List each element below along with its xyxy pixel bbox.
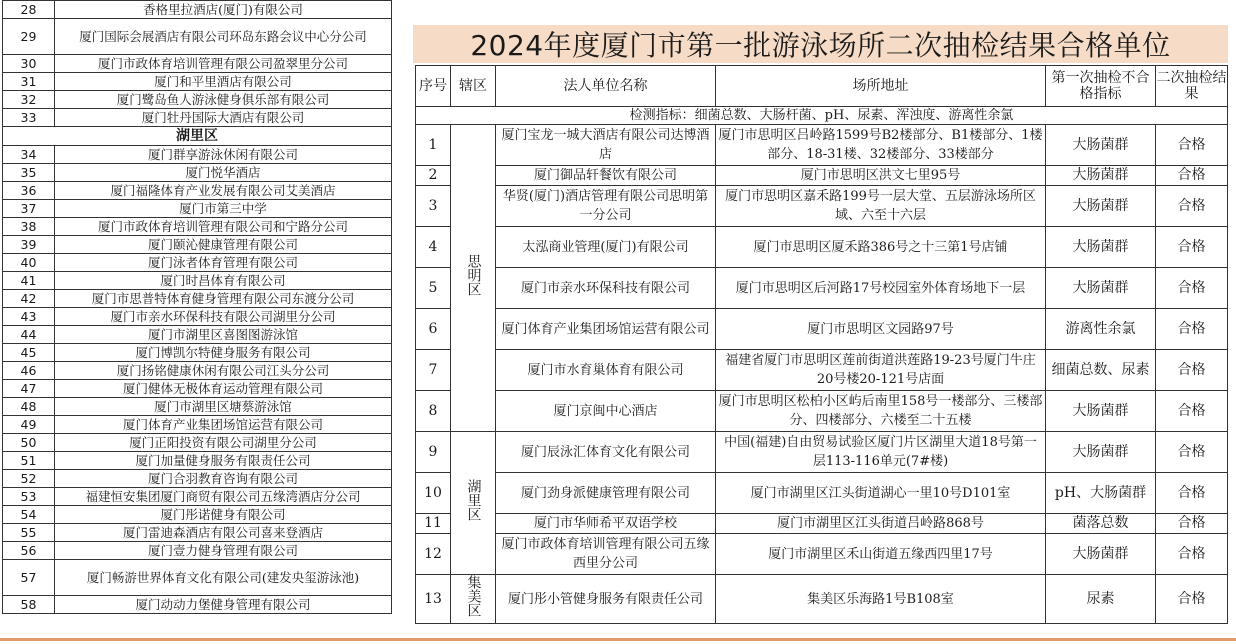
row-seq: 6 <box>416 309 451 350</box>
list-item-number: 34 <box>3 146 55 164</box>
list-item <box>3 55 392 73</box>
list-item <box>3 506 392 524</box>
list-item-name: 厦门市湖里区喜图图游泳馆 <box>55 326 392 344</box>
list-item-number: 29 <box>3 19 55 55</box>
district-cell <box>451 575 496 624</box>
list-item <box>3 200 392 218</box>
list-item-name: 香格里拉酒店(厦门)有限公司 <box>55 1 392 19</box>
list-item-number: 55 <box>3 524 55 542</box>
row-seq: 8 <box>416 391 451 432</box>
list-item-name: 厦门体育产业集团场馆运营有限公司 <box>55 416 392 434</box>
table-row <box>416 534 1228 575</box>
list-item-number: 36 <box>3 182 55 200</box>
table-row <box>416 186 1228 227</box>
list-item-name: 厦门市思普特体育健身管理有限公司东渡分公司 <box>55 290 392 308</box>
list-item-number: 53 <box>3 488 55 506</box>
list-item-name: 厦门颐沁健康管理有限公司 <box>55 236 392 254</box>
row-result: 合格 <box>1156 534 1228 575</box>
row-first-fail: 大肠菌群 <box>1046 166 1156 186</box>
list-item <box>3 308 392 326</box>
row-address: 厦门市湖里区江头街道湖心一里10号D101室 <box>716 473 1046 514</box>
list-item-name: 厦门市第三中学 <box>55 200 392 218</box>
list-item <box>3 254 392 272</box>
row-company-name: 厦门市水育巢体育有限公司 <box>496 350 716 391</box>
row-result: 合格 <box>1156 227 1228 268</box>
header-district: 辖区 <box>451 66 496 107</box>
list-item-name: 厦门市政体育培训管理有限公司和宁路分公司 <box>55 218 392 236</box>
list-item-name: 厦门和平里酒店有限公司 <box>55 73 392 91</box>
row-first-fail: 大肠菌群 <box>1046 186 1156 227</box>
row-seq: 12 <box>416 534 451 575</box>
row-seq: 5 <box>416 268 451 309</box>
list-item <box>3 182 392 200</box>
row-company-name: 华贤(厦门)酒店管理有限公司思明第一分公司 <box>496 186 716 227</box>
list-item-number: 46 <box>3 362 55 380</box>
row-seq: 2 <box>416 166 451 186</box>
row-seq: 3 <box>416 186 451 227</box>
list-item-number: 39 <box>3 236 55 254</box>
row-first-fail: 大肠菌群 <box>1046 534 1156 575</box>
row-result: 合格 <box>1156 575 1228 624</box>
list-item-name: 厦门牡丹国际大酒店有限公司 <box>55 109 392 127</box>
row-company-name: 厦门彤小管健身服务有限责任公司 <box>496 575 716 624</box>
row-seq: 10 <box>416 473 451 514</box>
list-item-name: 厦门博凯尔特健身服务有限公司 <box>55 344 392 362</box>
list-item-name: 厦门市湖里区塘蔡游泳馆 <box>55 398 392 416</box>
list-item-name: 厦门彤诺健身有限公司 <box>55 506 392 524</box>
list-item-number: 31 <box>3 73 55 91</box>
list-item <box>3 1 392 19</box>
row-address: 厦门市思明区吕岭路1599号B2楼部分、B1楼部分、1楼部分、18-31楼、32楼部分、33楼部分 <box>716 125 1046 166</box>
list-item <box>3 416 392 434</box>
list-item-name: 厦门市亲水环保科技有限公司湖里分公司 <box>55 308 392 326</box>
list-item-name: 厦门悦华酒店 <box>55 164 392 182</box>
list-item-number: 44 <box>3 326 55 344</box>
district-cell <box>451 125 496 432</box>
row-seq: 11 <box>416 514 451 534</box>
district-header-row <box>3 127 392 146</box>
list-item <box>3 164 392 182</box>
list-item-number: 41 <box>3 272 55 290</box>
row-result: 合格 <box>1156 166 1228 186</box>
list-item-number: 42 <box>3 290 55 308</box>
list-item-number: 50 <box>3 434 55 452</box>
list-item-name: 厦门壹力健身管理有限公司 <box>55 542 392 560</box>
row-address: 厦门市思明区后河路17号校园室外体育场地下一层 <box>716 268 1046 309</box>
row-first-fail: 游离性余氯 <box>1046 309 1156 350</box>
list-item-name: 厦门正阳投资有限公司湖里分公司 <box>55 434 392 452</box>
row-company-name: 厦门御品轩餐饮有限公司 <box>496 166 716 186</box>
list-item-number: 32 <box>3 91 55 109</box>
table-row <box>416 166 1228 186</box>
list-item <box>3 236 392 254</box>
row-result: 合格 <box>1156 268 1228 309</box>
list-item <box>3 398 392 416</box>
list-item <box>3 146 392 164</box>
row-address: 厦门市湖里区禾山街道五缘西四里17号 <box>716 534 1046 575</box>
table-row <box>416 473 1228 514</box>
list-item-number: 51 <box>3 452 55 470</box>
row-first-fail: 大肠菌群 <box>1046 125 1156 166</box>
list-item-number: 33 <box>3 109 55 127</box>
list-item-number: 30 <box>3 55 55 73</box>
table-row <box>416 432 1228 473</box>
row-result: 合格 <box>1156 473 1228 514</box>
row-address: 集美区乐海路1号B108室 <box>716 575 1046 624</box>
row-company-name: 厦门体育产业集团场馆运营有限公司 <box>496 309 716 350</box>
list-item <box>3 91 392 109</box>
row-result: 合格 <box>1156 432 1228 473</box>
header-address: 场所地址 <box>716 66 1046 107</box>
row-company-name: 厦门宝龙一城大酒店有限公司达博酒店 <box>496 125 716 166</box>
row-address: 中国(福建)自由贸易试验区厦门片区湖里大道18号第一层113-116单元(7#楼) <box>716 432 1046 473</box>
list-item-number: 35 <box>3 164 55 182</box>
district-cell <box>451 432 496 575</box>
district-label: 集美区 <box>465 575 482 617</box>
row-address: 厦门市思明区松柏小区屿后南里158号一楼部分、三楼部分、四楼部分、六楼至二十五楼 <box>716 391 1046 432</box>
row-first-fail: 大肠菌群 <box>1046 432 1156 473</box>
table-row <box>416 350 1228 391</box>
row-company-name: 厦门市政体育培训管理有限公司五缘西里分公司 <box>496 534 716 575</box>
row-company-name: 太泓商业管理(厦门)有限公司 <box>496 227 716 268</box>
table-row <box>416 309 1228 350</box>
row-result: 合格 <box>1156 514 1228 534</box>
list-item <box>3 290 392 308</box>
list-item-number: 40 <box>3 254 55 272</box>
list-item-name: 厦门合羽教育咨询有限公司 <box>55 470 392 488</box>
header-row <box>416 66 1228 107</box>
left-list-table <box>2 0 392 614</box>
list-item-number: 52 <box>3 470 55 488</box>
row-result: 合格 <box>1156 350 1228 391</box>
list-item-name: 厦门畅游世界体育文化有限公司(建发央玺游泳池) <box>55 560 392 596</box>
table-row <box>416 125 1228 166</box>
row-first-fail: 尿素 <box>1046 575 1156 624</box>
list-item <box>3 434 392 452</box>
row-address: 福建省厦门市思明区莲前街道洪莲路19-23号厦门牛庄20号楼20-121号店面 <box>716 350 1046 391</box>
list-item <box>3 326 392 344</box>
list-item-number: 43 <box>3 308 55 326</box>
list-item-name: 厦门雷迪森酒店有限公司喜来登酒店 <box>55 524 392 542</box>
row-first-fail: pH、大肠菌群 <box>1046 473 1156 514</box>
list-item <box>3 109 392 127</box>
row-first-fail: 细菌总数、尿素 <box>1046 350 1156 391</box>
row-seq: 13 <box>416 575 451 624</box>
row-seq: 9 <box>416 432 451 473</box>
list-item-name: 厦门时昌体育有限公司 <box>55 272 392 290</box>
table-row <box>416 514 1228 534</box>
list-item-number: 57 <box>3 560 55 596</box>
list-item-name: 厦门鹭岛鱼人游泳健身俱乐部有限公司 <box>55 91 392 109</box>
row-company-name: 厦门市华师希平双语学校 <box>496 514 716 534</box>
row-first-fail: 大肠菌群 <box>1046 227 1156 268</box>
list-item-number: 45 <box>3 344 55 362</box>
list-item-name: 厦门市政体育培训管理有限公司盈翠里分公司 <box>55 55 392 73</box>
indicators-row <box>416 107 1228 125</box>
list-item <box>3 596 392 614</box>
district-label: 湖里区 <box>465 479 482 521</box>
list-item <box>3 560 392 596</box>
list-item-number: 56 <box>3 542 55 560</box>
list-item <box>3 362 392 380</box>
list-item-name: 厦门群享游泳休闲有限公司 <box>55 146 392 164</box>
header-name: 法人单位名称 <box>496 66 716 107</box>
list-item <box>3 218 392 236</box>
row-company-name: 厦门辰泳汇体育文化有限公司 <box>496 432 716 473</box>
list-item-number: 47 <box>3 380 55 398</box>
list-item-name: 厦门福隆体育产业发展有限公司艾美酒店 <box>55 182 392 200</box>
list-item-number: 54 <box>3 506 55 524</box>
list-item-name: 厦门加量健身服务有限责任公司 <box>55 452 392 470</box>
list-item-name: 厦门健体无极体育运动管理有限公司 <box>55 380 392 398</box>
table-row <box>416 268 1228 309</box>
row-first-fail: 大肠菌群 <box>1046 268 1156 309</box>
row-address: 厦门市思明区嘉禾路199号一层大堂、五层游泳场所区域、六至十六层 <box>716 186 1046 227</box>
list-item-name: 福建恒安集团厦门商贸有限公司五缘湾酒店分公司 <box>55 488 392 506</box>
district-header: 湖里区 <box>3 127 392 146</box>
list-item-name: 厦门动动力堡健身管理有限公司 <box>55 596 392 614</box>
list-item-name: 厦门国际会展酒店有限公司环岛东路会议中心分公司 <box>55 19 392 55</box>
list-item <box>3 272 392 290</box>
table-row <box>416 391 1228 432</box>
row-seq: 1 <box>416 125 451 166</box>
row-seq: 4 <box>416 227 451 268</box>
list-item-number: 28 <box>3 1 55 19</box>
header-second-result: 二次抽检结果 <box>1156 66 1228 107</box>
results-table <box>415 65 1228 624</box>
row-result: 合格 <box>1156 309 1228 350</box>
row-first-fail: 大肠菌群 <box>1046 391 1156 432</box>
title-banner <box>413 25 1228 63</box>
list-item <box>3 73 392 91</box>
row-result: 合格 <box>1156 125 1228 166</box>
header-first-fail: 第一次抽检不合格指标 <box>1046 66 1156 107</box>
header-seq: 序号 <box>416 66 451 107</box>
list-item <box>3 470 392 488</box>
list-item <box>3 488 392 506</box>
list-item-name: 厦门扬铭健康休闲有限公司江头分公司 <box>55 362 392 380</box>
list-item <box>3 19 392 55</box>
list-item-number: 38 <box>3 218 55 236</box>
list-item <box>3 344 392 362</box>
bottom-divider <box>0 638 1236 641</box>
row-company-name: 厦门劲身派健康管理有限公司 <box>496 473 716 514</box>
row-address: 厦门市湖里区江头街道吕岭路868号 <box>716 514 1046 534</box>
row-company-name: 厦门市亲水环保科技有限公司 <box>496 268 716 309</box>
row-address: 厦门市思明区洪文七里95号 <box>716 166 1046 186</box>
district-label: 思明区 <box>465 254 482 296</box>
page-title: 2024年度厦门市第一批游泳场所二次抽检结果合格单位 <box>470 29 1171 62</box>
list-item <box>3 452 392 470</box>
row-result: 合格 <box>1156 186 1228 227</box>
list-item-number: 37 <box>3 200 55 218</box>
list-item-number: 58 <box>3 596 55 614</box>
list-item <box>3 542 392 560</box>
list-item-number: 48 <box>3 398 55 416</box>
list-item <box>3 380 392 398</box>
table-row <box>416 227 1228 268</box>
indicators-text: 检测指标：细菌总数、大肠杆菌、pH、尿素、浑浊度、游离性余氯 <box>416 107 1228 125</box>
table-row <box>416 575 1228 624</box>
list-item-number: 49 <box>3 416 55 434</box>
list-item-name: 厦门泳者体育管理有限公司 <box>55 254 392 272</box>
row-result: 合格 <box>1156 391 1228 432</box>
row-address: 厦门市思明区厦禾路386号之十三第1号店铺 <box>716 227 1046 268</box>
row-first-fail: 菌落总数 <box>1046 514 1156 534</box>
row-address: 厦门市思明区文园路97号 <box>716 309 1046 350</box>
row-seq: 7 <box>416 350 451 391</box>
list-item <box>3 524 392 542</box>
row-company-name: 厦门京闽中心酒店 <box>496 391 716 432</box>
